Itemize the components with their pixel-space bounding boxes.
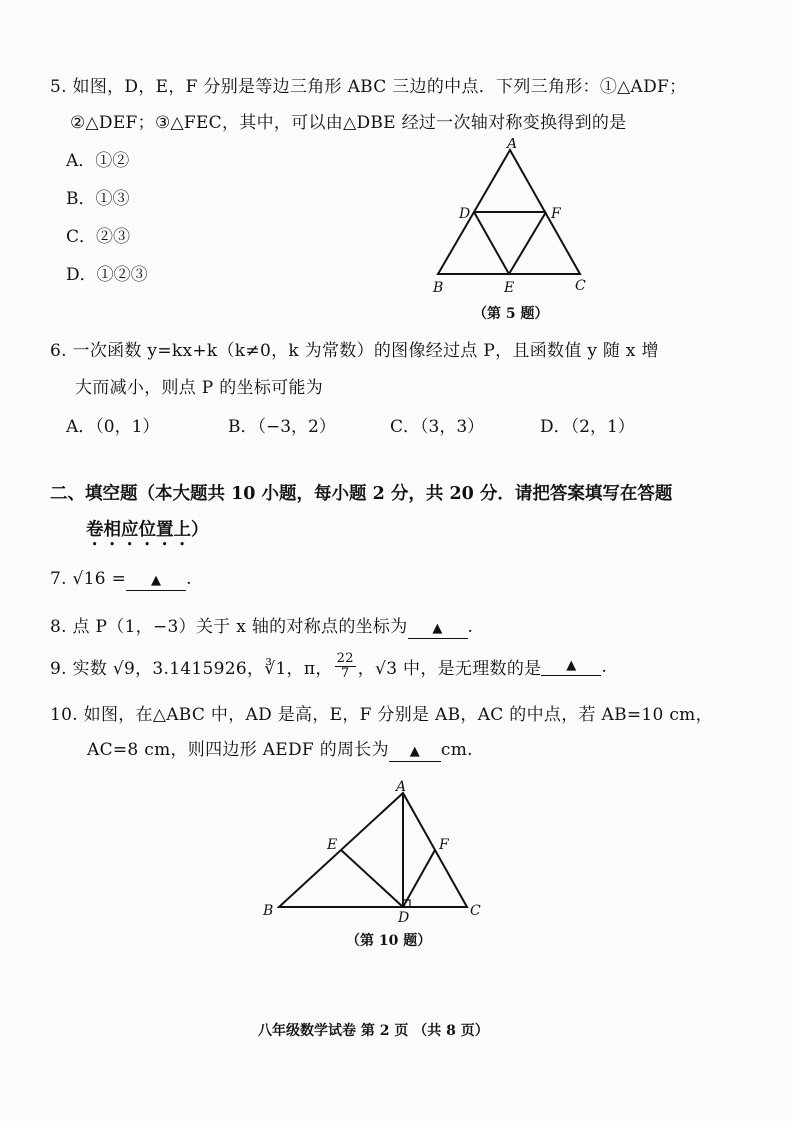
q5-label-b: B xyxy=(433,280,444,296)
q10-figure-caption: （第 10 题） xyxy=(346,933,432,949)
q5-line1: 5. 如图，D，E，F 分别是等边三角形 ABC 三边的中点．下列三角形：①△ADF； xyxy=(50,77,687,97)
q6-option-b: B．（−3，2） xyxy=(228,417,336,437)
q10-line2-suffix: cm. xyxy=(440,740,473,760)
q8-prefix: 8. 点 P（1，−3）关于 x 轴的对称点的坐标为 xyxy=(50,617,408,637)
q5-option-c: C．②③ xyxy=(66,227,131,247)
q9-fraction xyxy=(335,652,356,681)
q6-line2: 大而减小，则点 P 的坐标可能为 xyxy=(75,378,324,398)
q5-line2: ②△DEF；③△FEC，其中，可以由△DBE 经过一次轴对称变换得到的是 xyxy=(70,113,627,133)
q10-line1: 10. 如图，在△ABC 中，AD 是高，E，F 分别是 AB，AC 的中点，若 AB=10 cm， xyxy=(50,705,713,725)
q10-label-f: F xyxy=(439,837,449,853)
q6-line1: 6. 一次函数 y=kx+k（k≠0，k 为常数）的图像经过点 P，且函数值 y 随 x 增 xyxy=(50,341,659,361)
q10-label-b: B xyxy=(263,903,274,919)
q7-prefix: 7. √16 = xyxy=(50,569,127,589)
q5-label-f: F xyxy=(551,206,561,222)
section2-heading-line1: 二、填空题（本大题共 10 小题，每小题 2 分，共 20 分．请把答案填写在答题 xyxy=(50,484,673,504)
q6-option-d: D．（2，1） xyxy=(540,417,635,437)
q10-answer-blank: ▲ xyxy=(389,743,441,762)
q10-label-a: A xyxy=(396,779,407,795)
q6-option-c: C．（3，3） xyxy=(390,417,485,437)
q10-figure xyxy=(255,775,495,925)
q8-answer-blank: ▲ xyxy=(408,620,468,639)
q9-prefix: 9. 实数 √9，3.1415926，∛1，π， xyxy=(50,659,333,679)
q9-suffix: . xyxy=(601,656,608,677)
q10-line2-prefix: AC=8 cm，则四边形 AEDF 的周长为 xyxy=(87,740,389,760)
q8-suffix: . xyxy=(467,617,474,637)
q9-frac-numerator: 22 xyxy=(336,651,354,666)
q7 xyxy=(50,569,192,591)
q9-answer-blank: ▲ xyxy=(541,657,601,676)
q5-label-e: E xyxy=(504,280,515,296)
q6-option-a: A．（0，1） xyxy=(66,417,160,437)
q9-frac-denominator: 7 xyxy=(340,666,350,681)
q5-figure-caption: （第 5 题） xyxy=(473,306,549,322)
q8 xyxy=(50,612,473,639)
q10-line2 xyxy=(87,735,473,762)
q9 xyxy=(50,652,607,681)
q5-label-d: D xyxy=(459,206,471,222)
page-footer: 八年级数学试卷 第 2 页 （共 8 页） xyxy=(258,1023,489,1039)
q10-label-e: E xyxy=(327,837,338,853)
q5-option-a: A．①② xyxy=(66,151,130,171)
q9-middle: ，√3 中，是无理数的是 xyxy=(357,659,542,679)
q5-label-c: C xyxy=(575,278,586,294)
q5-figure xyxy=(425,138,600,303)
q5-option-d: D．①②③ xyxy=(66,265,148,285)
q7-suffix: . xyxy=(186,569,192,589)
q7-answer-blank: ▲ xyxy=(126,572,186,591)
q5-label-a: A xyxy=(507,138,518,152)
section2-heading-line2: 卷相应位置上） xyxy=(86,520,209,540)
q10-label-c: C xyxy=(470,903,481,919)
q10-label-d: D xyxy=(398,910,410,925)
q5-option-b: B．①③ xyxy=(66,189,130,209)
